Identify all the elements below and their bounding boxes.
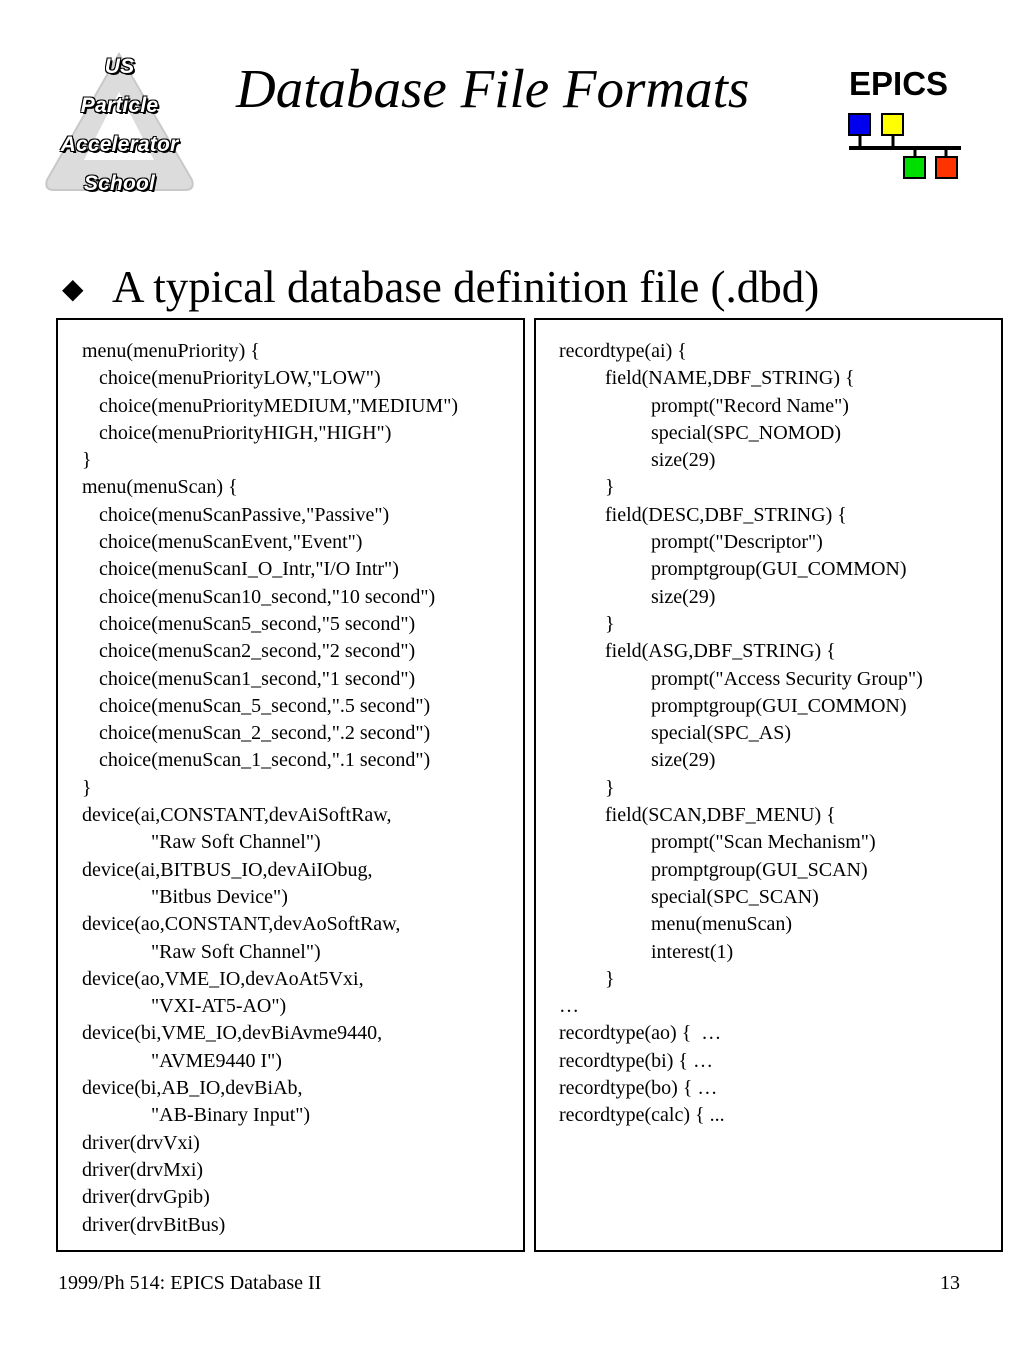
- code-line: choice(menuScan2_second,"2 second"): [99, 640, 416, 663]
- code-line: size(29): [651, 749, 716, 772]
- right-code-block: [559, 338, 923, 1130]
- code-line: device(bi,AB_IO,devBiAb,: [82, 1077, 303, 1100]
- code-line: size(29): [651, 449, 716, 472]
- epics-square-green: [904, 157, 925, 178]
- code-line: driver(drvBitBus): [82, 1213, 226, 1236]
- code-line: device(bi,VME_IO,devBiAvme9440,: [82, 1022, 383, 1045]
- code-line: menu(menuPriority) {: [82, 340, 260, 362]
- code-line: device(ai,CONSTANT,devAiSoftRaw,: [82, 804, 392, 827]
- code-line: choice(menuScan_5_second,".5 second"): [99, 694, 431, 717]
- epics-network-icon: [845, 62, 970, 187]
- code-line: }: [82, 776, 92, 799]
- code-line: choice(menuScan_2_second,".2 second"): [99, 722, 431, 745]
- code-line: }: [605, 776, 615, 799]
- code-line: "VXI-AT5-AO"): [151, 995, 287, 1018]
- epics-square-blue: [849, 114, 870, 135]
- code-line: driver(drvGpib): [82, 1186, 210, 1209]
- code-line: field(ASG,DBF_STRING) {: [605, 640, 836, 663]
- logo-line-particle: Particle: [80, 94, 159, 117]
- code-line: prompt("Record Name"): [651, 394, 849, 417]
- code-line: prompt("Scan Mechanism"): [651, 831, 876, 854]
- code-line: choice(menuScan5_second,"5 second"): [99, 612, 416, 635]
- code-line: choice(menuPriorityMEDIUM,"MEDIUM"): [99, 394, 459, 417]
- code-line: choice(menuScanI_O_Intr,"I/O Intr"): [99, 558, 399, 581]
- code-line: choice(menuScan_1_second,".1 second"): [99, 749, 431, 772]
- code-line: interest(1): [651, 940, 734, 963]
- left-code-block: [82, 338, 458, 1239]
- code-line: field(DESC,DBF_STRING) {: [605, 503, 847, 526]
- code-line: choice(menuScan1_second,"1 second"): [99, 667, 416, 690]
- uspas-logo: [42, 50, 197, 200]
- code-line: }: [82, 449, 92, 472]
- code-line: field(SCAN,DBF_MENU) {: [605, 804, 836, 827]
- diamond-bullet-icon: ◆: [62, 274, 84, 305]
- code-line: recordtype(ao) { …: [559, 1022, 722, 1045]
- code-line: driver(drvVxi): [82, 1131, 200, 1154]
- code-line: driver(drvMxi): [82, 1158, 204, 1181]
- page-title: Database File Formats: [236, 58, 750, 119]
- code-line: "Bitbus Device"): [151, 885, 288, 908]
- code-line: special(SPC_SCAN): [651, 885, 819, 908]
- code-line: choice(menuScanPassive,"Passive"): [99, 503, 390, 526]
- footer-course: 1999/Ph 514: EPICS Database II: [58, 1272, 322, 1294]
- code-line: "Raw Soft Channel"): [151, 940, 321, 963]
- code-line: "Raw Soft Channel"): [151, 831, 321, 854]
- bullet-text: A typical database definition file (.dbd): [112, 262, 820, 312]
- code-line: prompt("Access Security Group"): [651, 667, 923, 690]
- logo-line-school: School: [83, 172, 156, 195]
- epics-square-yellow: [882, 114, 903, 135]
- code-line: choice(menuScan10_second,"10 second"): [99, 585, 436, 608]
- code-line: choice(menuScanEvent,"Event"): [99, 531, 363, 554]
- epics-logo-word: EPICS: [849, 65, 949, 102]
- logo-line-accelerator: Accelerator: [60, 133, 179, 156]
- code-line: "AVME9440 I"): [151, 1049, 282, 1072]
- code-line: special(SPC_NOMOD): [651, 421, 841, 444]
- code-line: special(SPC_AS): [651, 722, 791, 745]
- code-line: recordtype(bo) { …: [559, 1077, 718, 1100]
- code-line: recordtype(bi) { …: [559, 1049, 713, 1072]
- code-line: recordtype(calc) { ...: [559, 1104, 725, 1127]
- code-line: promptgroup(GUI_COMMON): [651, 694, 907, 717]
- code-line: …: [559, 995, 579, 1018]
- logo-line-us: US: [104, 55, 135, 78]
- code-line: promptgroup(GUI_SCAN): [651, 858, 868, 881]
- epics-square-red: [936, 157, 957, 178]
- code-line: menu(menuScan) {: [82, 476, 238, 499]
- code-line: promptgroup(GUI_COMMON): [651, 558, 907, 581]
- code-line: device(ai,BITBUS_IO,devAiIObug,: [82, 858, 373, 881]
- code-line: recordtype(ai) {: [559, 340, 687, 362]
- code-line: device(ao,CONSTANT,devAoSoftRaw,: [82, 913, 401, 936]
- code-line: }: [605, 967, 615, 990]
- code-line: menu(menuScan): [651, 913, 793, 936]
- code-line: }: [605, 476, 615, 499]
- code-line: prompt("Descriptor"): [651, 531, 823, 554]
- code-line: "AB-Binary Input"): [151, 1104, 311, 1127]
- code-line: }: [605, 612, 615, 635]
- page-number: 13: [940, 1272, 960, 1294]
- code-line: choice(menuPriorityHIGH,"HIGH"): [99, 421, 392, 444]
- code-line: size(29): [651, 585, 716, 608]
- code-line: field(NAME,DBF_STRING) {: [605, 367, 855, 390]
- epics-logo: [845, 62, 970, 187]
- code-line: choice(menuPriorityLOW,"LOW"): [99, 367, 381, 390]
- code-line: device(ao,VME_IO,devAoAt5Vxi,: [82, 967, 364, 990]
